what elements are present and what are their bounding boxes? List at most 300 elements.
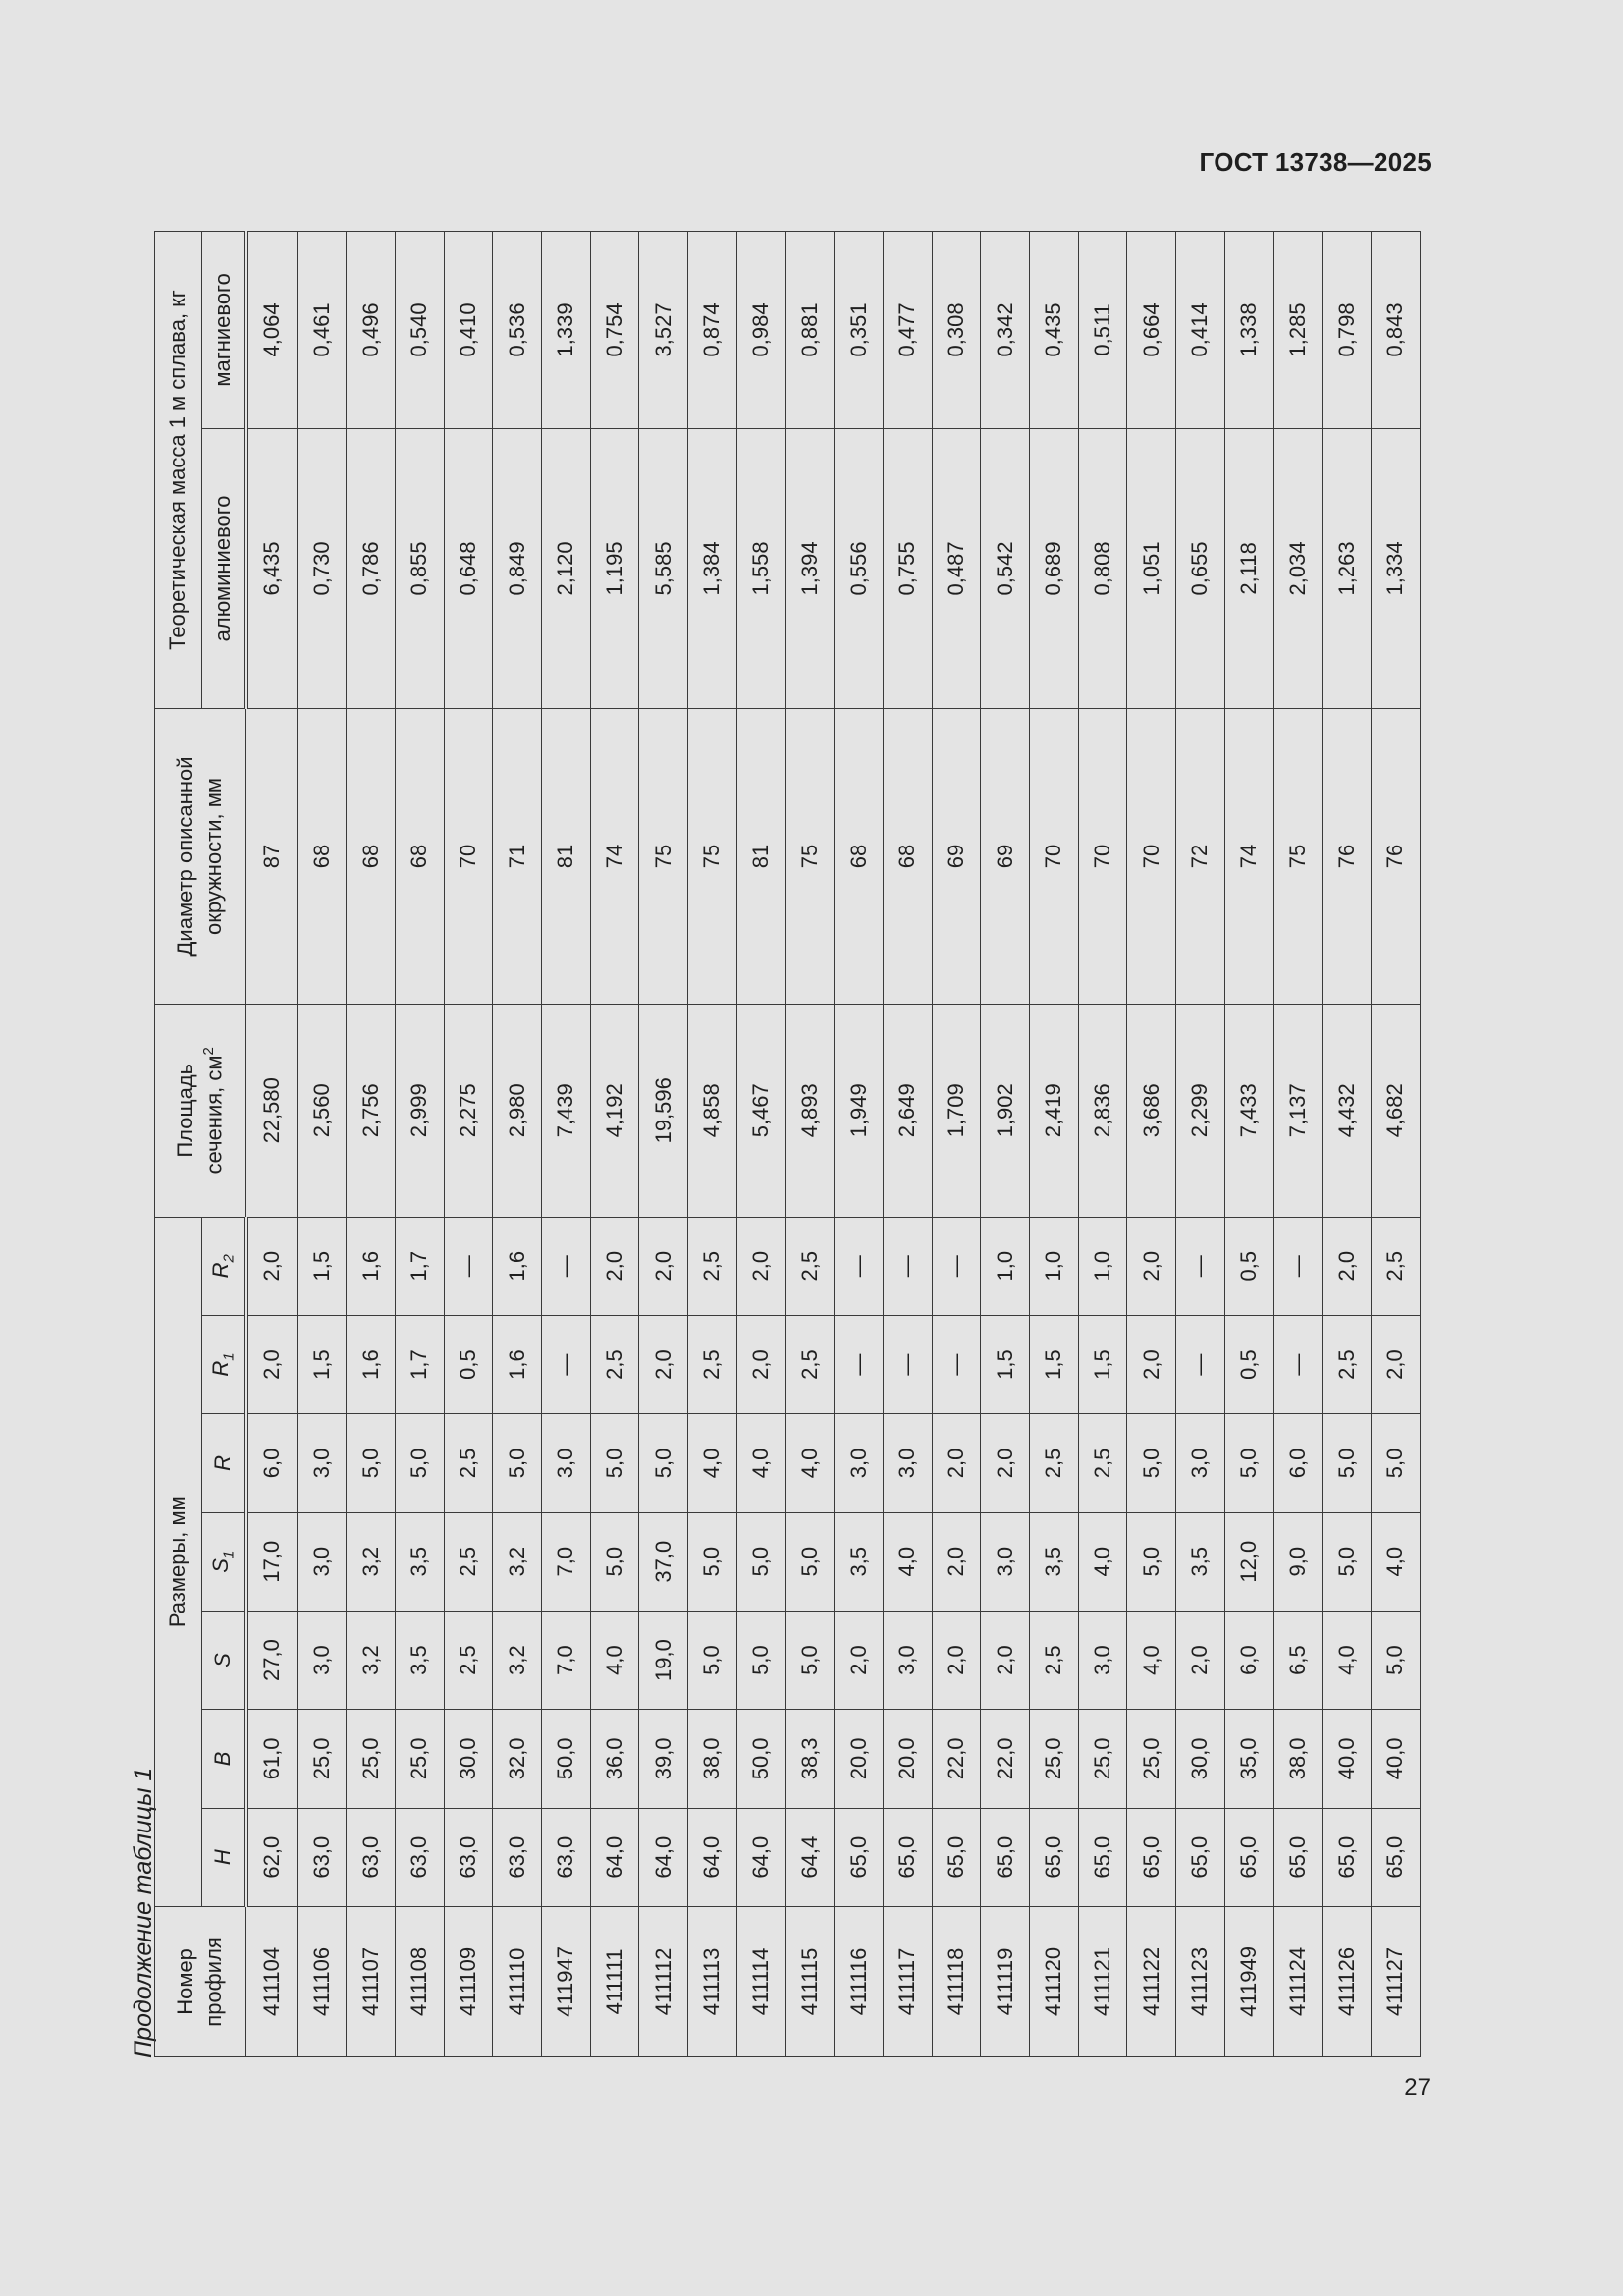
cell-S: 5,0: [785, 1611, 835, 1709]
cell-S1: 2,0: [932, 1512, 981, 1611]
cell-R: 5,0: [1127, 1414, 1176, 1512]
cell-al: 0,655: [1176, 428, 1225, 708]
cell-R2: —: [1273, 1217, 1323, 1315]
cell-id: 411106: [298, 1906, 347, 2056]
cell-S: 3,2: [347, 1611, 396, 1709]
cell-B: 39,0: [639, 1710, 688, 1808]
cell-al: 1,558: [736, 428, 785, 708]
table-row: [688, 232, 737, 2057]
table-row: [246, 232, 298, 2057]
col-header-S: S: [202, 1611, 246, 1709]
cell-mg: 0,984: [736, 232, 785, 429]
cell-R2: 2,0: [1127, 1217, 1176, 1315]
cell-id: 411947: [541, 1906, 590, 2056]
cell-area: 19,596: [639, 1005, 688, 1218]
cell-R2: 2,5: [785, 1217, 835, 1315]
cell-R1: —: [541, 1315, 590, 1413]
cell-R1: 2,0: [1127, 1315, 1176, 1413]
cell-R1: 1,5: [1030, 1315, 1079, 1413]
cell-al: 5,585: [639, 428, 688, 708]
cell-B: 40,0: [1323, 1710, 1372, 1808]
table-row: [1078, 232, 1127, 2057]
col-header-H: H: [202, 1808, 246, 1906]
cell-B: 38,0: [1273, 1710, 1323, 1808]
cell-B: 38,3: [785, 1710, 835, 1808]
col-group-mass: Теоретическая масса 1 м сплава, кг: [155, 232, 202, 709]
cell-mg: 0,540: [395, 232, 444, 429]
cell-area: 22,580: [246, 1005, 298, 1218]
cell-R2: —: [835, 1217, 884, 1315]
cell-S1: 4,0: [1078, 1512, 1127, 1611]
col-group-dimensions: Размеры, мм: [155, 1217, 202, 1906]
cell-R: 4,0: [785, 1414, 835, 1512]
cell-B: 32,0: [493, 1710, 542, 1808]
cell-S1: 17,0: [246, 1512, 298, 1611]
cell-mg: 0,435: [1030, 232, 1079, 429]
cell-id: 411115: [785, 1906, 835, 2056]
cell-H: 65,0: [1371, 1808, 1420, 1906]
cell-mg: 0,798: [1323, 232, 1372, 429]
cell-al: 0,730: [298, 428, 347, 708]
cell-H: 65,0: [1127, 1808, 1176, 1906]
cell-al: 6,435: [246, 428, 298, 708]
cell-S1: 4,0: [1371, 1512, 1420, 1611]
cell-mg: 0,881: [785, 232, 835, 429]
cell-R1: 2,0: [1371, 1315, 1420, 1413]
cell-area: 2,649: [883, 1005, 932, 1218]
cell-S: 3,0: [298, 1611, 347, 1709]
cell-R: 2,0: [981, 1414, 1030, 1512]
cell-S: 6,5: [1273, 1611, 1323, 1709]
col-header-area: Площадь сечения, $см^2$: [155, 1005, 246, 1218]
cell-diam: 70: [1030, 708, 1079, 1004]
cell-R2: 1,6: [493, 1217, 542, 1315]
standard-designation: ГОСТ 13738—2025: [1199, 147, 1432, 177]
cell-B: 25,0: [1127, 1710, 1176, 1808]
cell-S: 19,0: [639, 1611, 688, 1709]
cell-R1: —: [932, 1315, 981, 1413]
cell-id: 411124: [1273, 1906, 1323, 2056]
cell-mg: 0,511: [1078, 232, 1127, 429]
cell-B: 20,0: [835, 1710, 884, 1808]
cell-B: 36,0: [590, 1710, 639, 1808]
cell-R1: 0,5: [1224, 1315, 1273, 1413]
cell-id: 411112: [639, 1906, 688, 2056]
cell-B: 25,0: [347, 1710, 396, 1808]
cell-area: 2,299: [1176, 1005, 1225, 1218]
cell-R: 5,0: [395, 1414, 444, 1512]
cell-B: 40,0: [1371, 1710, 1420, 1808]
cell-id: 411114: [736, 1906, 785, 2056]
cell-mg: 1,339: [541, 232, 590, 429]
cell-id: 411113: [688, 1906, 737, 2056]
cell-R2: 2,5: [1371, 1217, 1420, 1315]
cell-S1: 3,2: [347, 1512, 396, 1611]
cell-H: 63,0: [395, 1808, 444, 1906]
col-header-R1: $R_1$: [202, 1315, 246, 1413]
cell-diam: 87: [246, 708, 298, 1004]
cell-diam: 75: [785, 708, 835, 1004]
cell-diam: 70: [1127, 708, 1176, 1004]
cell-R2: 2,0: [639, 1217, 688, 1315]
cell-R1: 2,0: [639, 1315, 688, 1413]
cell-S1: 4,0: [883, 1512, 932, 1611]
cell-mg: 0,536: [493, 232, 542, 429]
cell-R2: 2,0: [736, 1217, 785, 1315]
cell-diam: 68: [298, 708, 347, 1004]
cell-diam: 69: [932, 708, 981, 1004]
cell-diam: 81: [541, 708, 590, 1004]
cell-R2: 1,0: [1030, 1217, 1079, 1315]
cell-R: 2,0: [932, 1414, 981, 1512]
cell-al: 0,855: [395, 428, 444, 708]
cell-mg: 4,064: [246, 232, 298, 429]
cell-S1: 12,0: [1224, 1512, 1273, 1611]
cell-S1: 5,0: [688, 1512, 737, 1611]
cell-diam: 81: [736, 708, 785, 1004]
cell-mg: 0,342: [981, 232, 1030, 429]
cell-H: 63,0: [541, 1808, 590, 1906]
cell-id: 411123: [1176, 1906, 1225, 2056]
cell-H: 63,0: [298, 1808, 347, 1906]
cell-S: 2,0: [1176, 1611, 1225, 1709]
table-row: [1323, 232, 1372, 2057]
cell-S: 6,0: [1224, 1611, 1273, 1709]
cell-S1: 3,5: [395, 1512, 444, 1611]
cell-diam: 72: [1176, 708, 1225, 1004]
cell-R2: 1,7: [395, 1217, 444, 1315]
cell-H: 65,0: [932, 1808, 981, 1906]
cell-R: 5,0: [639, 1414, 688, 1512]
table-row: [541, 232, 590, 2057]
cell-B: 50,0: [541, 1710, 590, 1808]
cell-id: 411119: [981, 1906, 1030, 2056]
table-row: [835, 232, 884, 2057]
table-row: [736, 232, 785, 2057]
cell-S1: 5,0: [785, 1512, 835, 1611]
cell-H: 64,0: [639, 1808, 688, 1906]
cell-B: 38,0: [688, 1710, 737, 1808]
cell-R2: —: [541, 1217, 590, 1315]
cell-diam: 76: [1323, 708, 1372, 1004]
cell-mg: 0,308: [932, 232, 981, 429]
cell-S: 3,0: [883, 1611, 932, 1709]
cell-id: 411111: [590, 1906, 639, 2056]
cell-H: 63,0: [493, 1808, 542, 1906]
cell-S1: 5,0: [736, 1512, 785, 1611]
col-header-R2: $R_2$: [202, 1217, 246, 1315]
cell-R: 2,5: [444, 1414, 493, 1512]
cell-R2: —: [932, 1217, 981, 1315]
cell-R1: 1,6: [347, 1315, 396, 1413]
cell-H: 63,0: [347, 1808, 396, 1906]
cell-R: 2,5: [1078, 1414, 1127, 1512]
cell-R: 3,0: [541, 1414, 590, 1512]
cell-S: 7,0: [541, 1611, 590, 1709]
cell-diam: 74: [1224, 708, 1273, 1004]
cell-H: 65,0: [1323, 1808, 1372, 1906]
table-container: [154, 231, 1421, 2057]
cell-S: 3,5: [395, 1611, 444, 1709]
cell-S1: 3,0: [298, 1512, 347, 1611]
cell-diam: 75: [1273, 708, 1323, 1004]
cell-R2: 1,6: [347, 1217, 396, 1315]
cell-mg: 0,754: [590, 232, 639, 429]
cell-mg: 0,874: [688, 232, 737, 429]
table-row: [493, 232, 542, 2057]
table-row: [932, 232, 981, 2057]
cell-al: 0,808: [1078, 428, 1127, 708]
cell-S1: 9,0: [1273, 1512, 1323, 1611]
cell-S1: 37,0: [639, 1512, 688, 1611]
cell-al: 1,051: [1127, 428, 1176, 708]
cell-S: 5,0: [688, 1611, 737, 1709]
cell-S: 5,0: [1371, 1611, 1420, 1709]
cell-area: 1,902: [981, 1005, 1030, 1218]
cell-B: 25,0: [1078, 1710, 1127, 1808]
cell-R1: 1,5: [1078, 1315, 1127, 1413]
table-row: [1127, 232, 1176, 2057]
table-row: [590, 232, 639, 2057]
cell-S: 2,5: [1030, 1611, 1079, 1709]
cell-B: 35,0: [1224, 1710, 1273, 1808]
cell-R: 6,0: [246, 1414, 298, 1512]
cell-S1: 3,5: [835, 1512, 884, 1611]
cell-diam: 70: [1078, 708, 1127, 1004]
cell-mg: 0,477: [883, 232, 932, 429]
cell-area: 2,999: [395, 1005, 444, 1218]
cell-diam: 68: [395, 708, 444, 1004]
cell-H: 64,0: [688, 1808, 737, 1906]
cell-H: 65,0: [835, 1808, 884, 1906]
cell-B: 22,0: [932, 1710, 981, 1808]
cell-H: 65,0: [883, 1808, 932, 1906]
cell-al: 0,755: [883, 428, 932, 708]
cell-id: 411117: [883, 1906, 932, 2056]
cell-diam: 68: [835, 708, 884, 1004]
cell-H: 65,0: [1273, 1808, 1323, 1906]
cell-R1: 1,6: [493, 1315, 542, 1413]
cell-R: 4,0: [736, 1414, 785, 1512]
cell-S: 27,0: [246, 1611, 298, 1709]
cell-mg: 0,843: [1371, 232, 1420, 429]
cell-S1: 3,5: [1176, 1512, 1225, 1611]
cell-mg: 1,285: [1273, 232, 1323, 429]
cell-S: 4,0: [1323, 1611, 1372, 1709]
cell-diam: 68: [347, 708, 396, 1004]
profiles-table: [154, 231, 1421, 2057]
cell-R: 3,0: [298, 1414, 347, 1512]
cell-area: 2,560: [298, 1005, 347, 1218]
cell-mg: 0,414: [1176, 232, 1225, 429]
cell-area: 4,432: [1323, 1005, 1372, 1218]
cell-diam: 76: [1371, 708, 1420, 1004]
cell-B: 25,0: [298, 1710, 347, 1808]
cell-id: 411127: [1371, 1906, 1420, 2056]
table-row: [298, 232, 347, 2057]
cell-id: 411126: [1323, 1906, 1372, 2056]
cell-al: 0,648: [444, 428, 493, 708]
cell-id: 411110: [493, 1906, 542, 2056]
col-header-R: R: [202, 1414, 246, 1512]
cell-H: 62,0: [246, 1808, 298, 1906]
cell-al: 1,394: [785, 428, 835, 708]
cell-id: 411107: [347, 1906, 396, 2056]
table-caption: Продолжение таблицы 1: [130, 1767, 157, 2058]
cell-H: 63,0: [444, 1808, 493, 1906]
table-row: [444, 232, 493, 2057]
cell-al: 2,120: [541, 428, 590, 708]
table-row: [395, 232, 444, 2057]
cell-S1: 2,5: [444, 1512, 493, 1611]
cell-mg: 0,461: [298, 232, 347, 429]
cell-S1: 5,0: [590, 1512, 639, 1611]
cell-diam: 71: [493, 708, 542, 1004]
cell-al: 1,384: [688, 428, 737, 708]
cell-mg: 0,351: [835, 232, 884, 429]
cell-R1: 2,0: [246, 1315, 298, 1413]
cell-id: 411116: [835, 1906, 884, 2056]
cell-R1: —: [883, 1315, 932, 1413]
cell-S: 2,5: [444, 1611, 493, 1709]
cell-S1: 5,0: [1127, 1512, 1176, 1611]
cell-R1: 2,0: [736, 1315, 785, 1413]
cell-R: 5,0: [1224, 1414, 1273, 1512]
cell-area: 7,433: [1224, 1005, 1273, 1218]
cell-R2: 1,5: [298, 1217, 347, 1315]
cell-mg: 3,527: [639, 232, 688, 429]
cell-R: 5,0: [493, 1414, 542, 1512]
table-row: [785, 232, 835, 2057]
table-row: [1030, 232, 1079, 2057]
col-header-S1: $S_1$: [202, 1512, 246, 1611]
cell-al: 0,542: [981, 428, 1030, 708]
table-row: [1273, 232, 1323, 2057]
cell-al: 0,556: [835, 428, 884, 708]
cell-R2: 2,0: [246, 1217, 298, 1315]
cell-S: 2,0: [835, 1611, 884, 1709]
table-row: [883, 232, 932, 2057]
cell-id: 411120: [1030, 1906, 1079, 2056]
cell-S: 2,0: [932, 1611, 981, 1709]
cell-R1: 1,5: [298, 1315, 347, 1413]
cell-R2: 2,0: [1323, 1217, 1372, 1315]
cell-diam: 68: [883, 708, 932, 1004]
cell-id: 411122: [1127, 1906, 1176, 2056]
cell-al: 2,034: [1273, 428, 1323, 708]
col-header-B: B: [202, 1710, 246, 1808]
cell-al: 1,263: [1323, 428, 1372, 708]
cell-S1: 3,5: [1030, 1512, 1079, 1611]
table-body: [246, 232, 1421, 2057]
cell-mg: 1,338: [1224, 232, 1273, 429]
cell-R2: 0,5: [1224, 1217, 1273, 1315]
cell-H: 65,0: [1078, 1808, 1127, 1906]
cell-R1: —: [1273, 1315, 1323, 1413]
cell-S: 3,2: [493, 1611, 542, 1709]
cell-S: 3,0: [1078, 1611, 1127, 1709]
page-number: 27: [1404, 2074, 1431, 2101]
cell-B: 25,0: [395, 1710, 444, 1808]
cell-R: 3,0: [1176, 1414, 1225, 1512]
cell-R1: —: [1176, 1315, 1225, 1413]
cell-area: 2,275: [444, 1005, 493, 1218]
cell-area: 1,949: [835, 1005, 884, 1218]
cell-R1: 2,5: [785, 1315, 835, 1413]
cell-B: 22,0: [981, 1710, 1030, 1808]
cell-R: 6,0: [1273, 1414, 1323, 1512]
cell-al: 0,689: [1030, 428, 1079, 708]
cell-area: 7,137: [1273, 1005, 1323, 1218]
cell-mg: 0,410: [444, 232, 493, 429]
cell-H: 64,0: [590, 1808, 639, 1906]
cell-id: 411949: [1224, 1906, 1273, 2056]
cell-al: 2,118: [1224, 428, 1273, 708]
cell-R2: —: [444, 1217, 493, 1315]
cell-al: 0,786: [347, 428, 396, 708]
cell-area: 2,419: [1030, 1005, 1079, 1218]
cell-B: 61,0: [246, 1710, 298, 1808]
table-row: [1176, 232, 1225, 2057]
cell-R1: —: [835, 1315, 884, 1413]
cell-B: 30,0: [1176, 1710, 1225, 1808]
cell-R: 3,0: [835, 1414, 884, 1512]
cell-R1: 1,7: [395, 1315, 444, 1413]
table-row: [1371, 232, 1420, 2057]
cell-B: 25,0: [1030, 1710, 1079, 1808]
cell-area: 1,709: [932, 1005, 981, 1218]
cell-R: 5,0: [347, 1414, 396, 1512]
cell-al: 1,195: [590, 428, 639, 708]
table-row: [1224, 232, 1273, 2057]
cell-S: 5,0: [736, 1611, 785, 1709]
cell-area: 4,893: [785, 1005, 835, 1218]
cell-area: 5,467: [736, 1005, 785, 1218]
cell-S1: 7,0: [541, 1512, 590, 1611]
cell-area: 3,686: [1127, 1005, 1176, 1218]
cell-id: 411121: [1078, 1906, 1127, 2056]
cell-area: 4,192: [590, 1005, 639, 1218]
cell-R2: 1,0: [981, 1217, 1030, 1315]
cell-R2: 2,0: [590, 1217, 639, 1315]
cell-al: 1,334: [1371, 428, 1420, 708]
cell-S: 2,0: [981, 1611, 1030, 1709]
cell-R1: 2,5: [590, 1315, 639, 1413]
cell-al: 0,849: [493, 428, 542, 708]
cell-R: 4,0: [688, 1414, 737, 1512]
cell-B: 30,0: [444, 1710, 493, 1808]
cell-S1: 5,0: [1323, 1512, 1372, 1611]
cell-al: 0,487: [932, 428, 981, 708]
cell-diam: 74: [590, 708, 639, 1004]
cell-R: 2,5: [1030, 1414, 1079, 1512]
cell-diam: 70: [444, 708, 493, 1004]
cell-S: 4,0: [590, 1611, 639, 1709]
cell-H: 64,0: [736, 1808, 785, 1906]
cell-H: 65,0: [1176, 1808, 1225, 1906]
cell-R1: 2,5: [1323, 1315, 1372, 1413]
cell-S: 4,0: [1127, 1611, 1176, 1709]
cell-R2: —: [1176, 1217, 1225, 1315]
cell-H: 65,0: [981, 1808, 1030, 1906]
cell-id: 411109: [444, 1906, 493, 2056]
cell-R: 5,0: [590, 1414, 639, 1512]
cell-S1: 3,2: [493, 1512, 542, 1611]
cell-diam: 75: [688, 708, 737, 1004]
cell-area: 7,439: [541, 1005, 590, 1218]
cell-area: 2,756: [347, 1005, 396, 1218]
col-header-profile: Номер профиля: [155, 1906, 246, 2056]
